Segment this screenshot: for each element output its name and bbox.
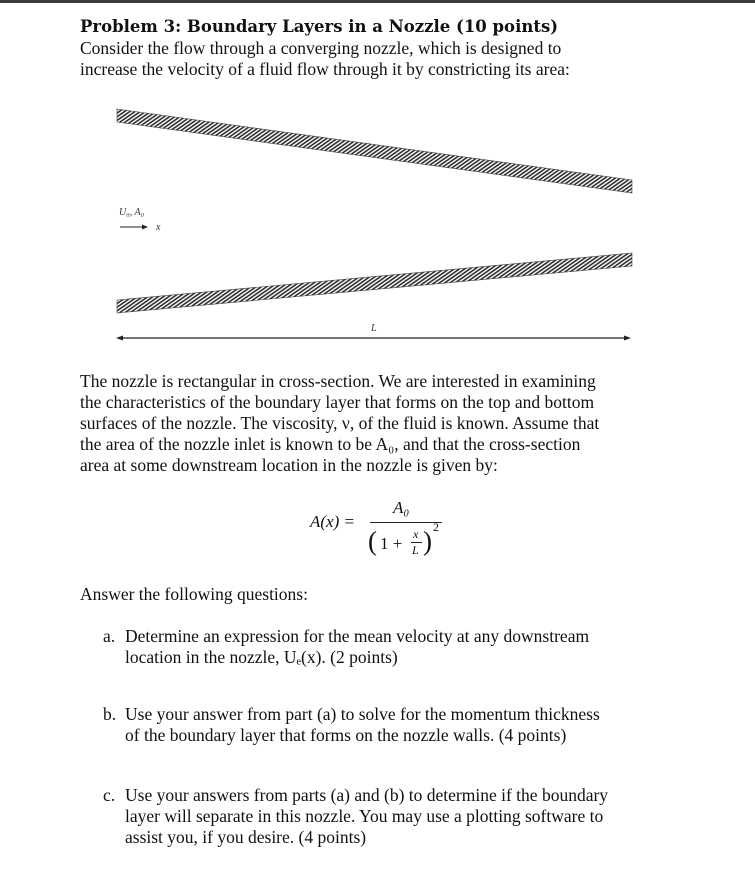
questions-intro: Answer the following questions: <box>80 584 308 604</box>
equation-lhs: A(x) = <box>310 512 355 531</box>
question-letter: a. <box>103 626 116 646</box>
x-axis-label: x <box>156 222 161 233</box>
body-line: area at some downstream location in the nozzle is given by: <box>80 455 498 475</box>
paren-open: ( <box>368 526 377 556</box>
problem-title: Problem 3: Boundary Layers in a Nozzle (10 points) <box>80 17 559 36</box>
body-line: the characteristics of the boundary layer that forms on the top and bottom <box>80 392 595 412</box>
question-line: Use your answer from part (a) to solve for the momentum thickness <box>125 704 600 724</box>
body-line: The nozzle is rectangular in cross-section. We are interested in examining <box>80 371 596 391</box>
paren-close: ) <box>423 526 432 556</box>
question-line: location in the nozzle, Uₑ(x). (2 points) <box>125 647 398 667</box>
nozzle-top-wall <box>117 109 632 193</box>
body-line: the area of the nozzle inlet is known to be A₀, and that the cross-section <box>80 434 581 454</box>
question-line: assist you, if you desire. (4 points) <box>125 827 367 847</box>
question-line: Use your answers from parts (a) and (b) to determine if the boundary <box>125 785 609 805</box>
area-equation <box>300 495 470 565</box>
one-plus: 1 + <box>380 534 403 553</box>
length-arrow-right <box>624 336 631 341</box>
question-line: of the boundary layer that forms on the nozzle walls. (4 points) <box>125 725 567 745</box>
x-arrow-head <box>142 225 148 230</box>
nozzle-figure <box>0 0 755 360</box>
nozzle-bottom-wall <box>117 253 632 313</box>
length-label: L <box>371 323 377 334</box>
body-paragraph <box>80 371 599 476</box>
length-arrow-left <box>116 336 123 341</box>
intro-line: Consider the flow through a converging nozzle, which is designed to <box>80 38 562 58</box>
question-line: Determine an expression for the mean velocity at any downstream <box>125 626 590 646</box>
inner-frac-num: x <box>413 527 419 541</box>
question-letter: b. <box>103 704 117 724</box>
body-line: surfaces of the nozzle. The viscosity, ν, of the fluid is known. Assume that <box>80 413 600 433</box>
intro-line: increase the velocity of a fluid flow through it by constricting its area: <box>80 59 570 79</box>
question-letter: c. <box>103 785 116 805</box>
equation-numerator: A₀ <box>393 498 410 517</box>
exponent: 2 <box>433 520 439 534</box>
question-line: layer will separate in this nozzle. You may use a plotting software to <box>125 806 604 826</box>
inlet-label: U₀, A₀ <box>119 207 145 218</box>
fraction-bar <box>370 522 442 523</box>
inner-frac-den: L <box>412 543 419 557</box>
